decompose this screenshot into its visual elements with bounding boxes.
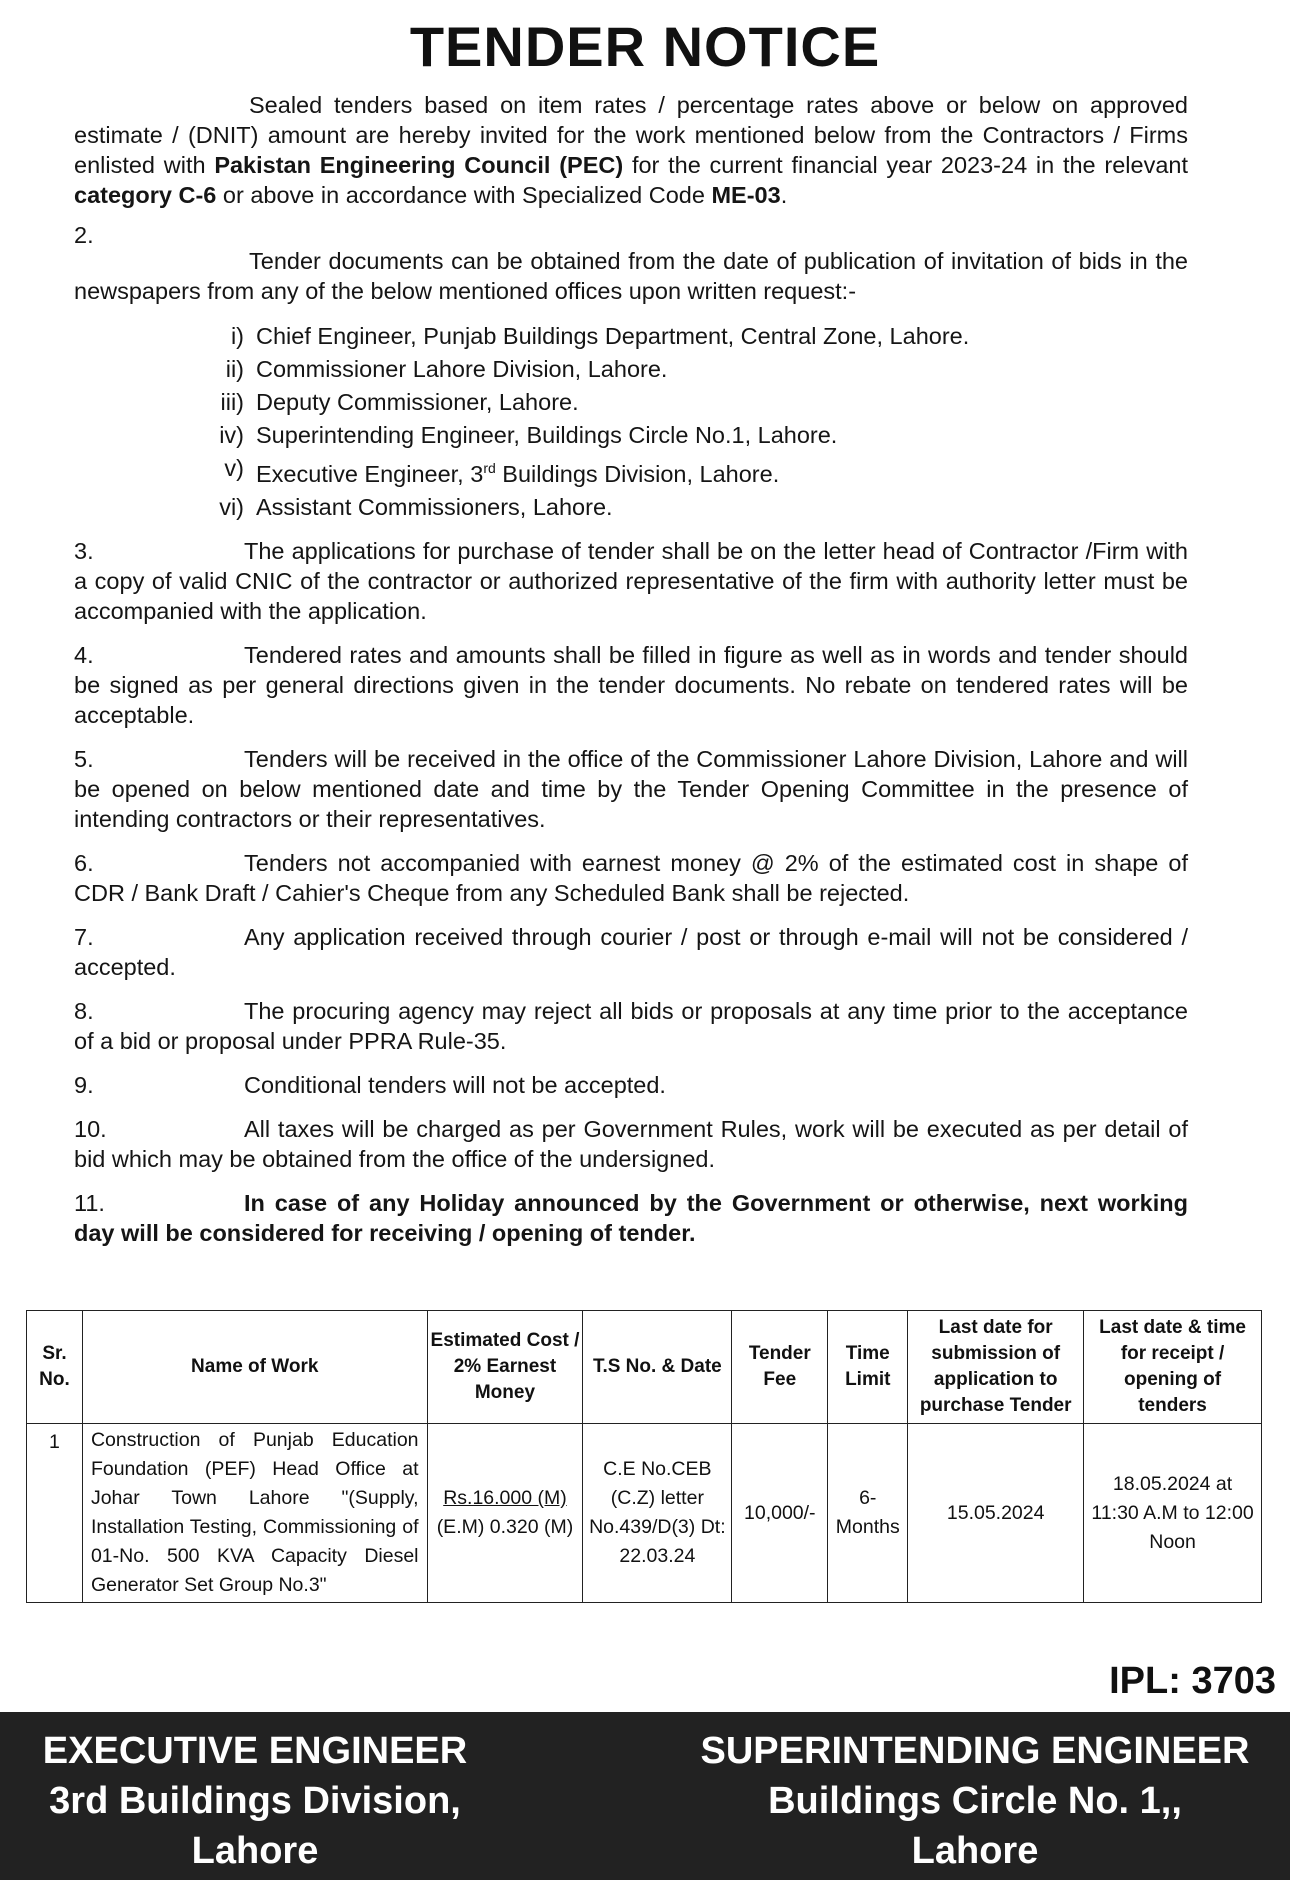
para2-text: Tender documents can be obtained from the date of publication of invitation of bids in the newspapers from any of the below mentioned offices upon written request:- [74, 248, 1188, 304]
para-number: 10. [74, 1115, 107, 1142]
para-number: 3. [74, 537, 94, 564]
header-estimated-cost: Estimated Cost / 2% Earnest Money [427, 1311, 583, 1424]
paragraph-1 [74, 90, 1188, 210]
header-time-limit: Time Limit [828, 1311, 908, 1424]
signatory-title: SUPERINTENDING ENGINEER [700, 1730, 1250, 1772]
para-text: Conditional tenders will not be accepted. [244, 1071, 666, 1098]
para1-pec: Pakistan Engineering Council (PEC) [214, 152, 624, 178]
para1-code: ME-03 [711, 182, 781, 208]
office-number: vi) [219, 493, 244, 520]
signature-footer [0, 1712, 1290, 1880]
signatory-office: Buildings Circle No. 1,, [768, 1780, 1182, 1822]
cell-estimated-cost [427, 1424, 583, 1603]
para-text: The applications for purchase of tender shall be on the letter head of Contractor /Firm with a copy of valid CNIC of the contractor or authorized representative of the firm with authority letter must be accompanied with the application. [74, 537, 1188, 624]
cell-opening-date: 18.05.2024 at 11:30 A.M to 12:00 Noon [1084, 1424, 1262, 1603]
para-number: 8. [74, 997, 94, 1024]
cell-name-of-work: Construction of Punjab Education Foundation (PEF) Head Office at Johar Town Lahore "(Supply, Installation Testing, Commissioning of 01-No. 500 KVA Capacity Diesel Generator Set Group No.3" [82, 1424, 427, 1603]
para-number: 4. [74, 641, 94, 668]
notice-body [74, 90, 1188, 1262]
office-text: Commissioner Lahore Division, Lahore. [256, 356, 668, 382]
list-item [196, 353, 1188, 386]
cell-sr: 1 [27, 1424, 83, 1603]
office-sup: rd [483, 460, 496, 476]
paragraph-9 [74, 1070, 1188, 1100]
para-text: Tenders not accompanied with earnest money @ 2% of the estimated cost in shape of CDR / Bank Draft / Cahier's Cheque from any Scheduled Bank shall be rejected. [74, 849, 1188, 906]
office-text: Superintending Engineer, Buildings Circle No.1, Lahore. [256, 422, 838, 448]
table-header-row [27, 1311, 1262, 1424]
office-number: v) [224, 455, 244, 481]
para-text: Tendered rates and amounts shall be filled in figure as well as in words and tender should be signed as per general directions given in the tender documents. No rebate on tendered rates will be acceptable. [74, 641, 1188, 728]
office-text: Assistant Commissioners, Lahore. [256, 493, 613, 520]
superintending-engineer-signature [670, 1712, 1290, 1880]
table-row [27, 1424, 1262, 1603]
office-number: i) [230, 323, 244, 349]
para2-number: 2. [74, 222, 94, 248]
paragraph-4 [74, 640, 1188, 730]
paragraph-10 [74, 1114, 1188, 1174]
header-sr: Sr. No. [27, 1311, 83, 1424]
para-number: 6. [74, 849, 94, 876]
para-number: 11. [74, 1189, 105, 1216]
para-number: 9. [74, 1071, 94, 1098]
ipl-number: IPL: 3703 [1109, 1660, 1276, 1702]
paragraph-11 [74, 1188, 1188, 1248]
cost-value: Rs.16.000 (M) [443, 1487, 567, 1509]
cell-last-date-purchase: 15.05.2024 [908, 1424, 1084, 1603]
header-opening-date: Last date & time for receipt / opening of tenders [1084, 1311, 1262, 1424]
para-text: All taxes will be charged as per Government Rules, work will be executed as per detail of bid which may be obtained from the office of the undersigned. [74, 1115, 1188, 1172]
office-number: iii) [220, 389, 244, 415]
office-list [196, 320, 1188, 524]
signatory-title: EXECUTIVE ENGINEER [42, 1730, 468, 1772]
list-item [196, 419, 1188, 452]
para1-text-a: Sealed tenders based on item rates / percentage rates above or below on approved estimate / (DNIT) amount are hereby invited for the work mentioned below from the Contractors / Firms enlisted with [74, 92, 1188, 178]
paragraph-2 [74, 224, 1188, 306]
signatory-city: Lahore [191, 1830, 319, 1872]
header-ts-no: T.S No. & Date [583, 1311, 732, 1424]
office-number: ii) [225, 356, 244, 382]
header-last-date-purchase: Last date for submission of application to purchase Tender [908, 1311, 1084, 1424]
paragraph-5 [74, 744, 1188, 834]
paragraph-3 [74, 536, 1188, 626]
header-name-of-work: Name of Work [82, 1311, 427, 1424]
list-item [196, 320, 1188, 353]
office-text-a: Executive Engineer, 3 [256, 460, 484, 487]
para-text: Any application received through courier / post or through e-mail will not be considered / accepted. [74, 923, 1188, 980]
paragraph-7 [74, 922, 1188, 982]
list-item [196, 452, 1188, 491]
para-text: The procuring agency may reject all bids or proposals at any time prior to the acceptance of a bid or proposal under PPRA Rule-35. [74, 997, 1188, 1054]
cell-ts-no: C.E No.CEB (C.Z) letter No.439/D(3) Dt: 22.03.24 [583, 1424, 732, 1603]
office-text [256, 452, 779, 491]
office-text: Chief Engineer, Punjab Buildings Department, Central Zone, Lahore. [256, 323, 970, 349]
paragraph-8 [74, 996, 1188, 1056]
para1-category: category C-6 [74, 182, 217, 208]
executive-engineer-signature [0, 1712, 510, 1880]
office-text: Deputy Commissioner, Lahore. [256, 389, 579, 415]
para-text: Tenders will be received in the office of the Commissioner Lahore Division, Lahore and will be opened on below mentioned date and time by the Tender Opening Committee in the presence of intending contractors or their representatives. [74, 745, 1188, 832]
cell-time-limit: 6-Months [828, 1424, 908, 1603]
office-number: iv) [219, 422, 244, 448]
cell-tender-fee: 10,000/- [732, 1424, 828, 1603]
para1-text-d: . [780, 182, 788, 208]
para-text: In case of any Holiday announced by the Government or otherwise, next working day will be considered for receiving / opening of tender. [74, 1189, 1188, 1246]
para-number: 7. [74, 923, 94, 950]
page-title: TENDER NOTICE [409, 15, 881, 78]
works-table [26, 1310, 1262, 1603]
paragraph-6 [74, 848, 1188, 908]
office-text-b: Buildings Division, Lahore. [495, 460, 780, 487]
para1-text-c: or above in accordance with Specialized Code [216, 182, 712, 208]
signatory-office: 3rd Buildings Division, [49, 1780, 461, 1822]
para1-text-b: for the current financial year 2023-24 in the relevant [623, 152, 1188, 178]
list-item [196, 386, 1188, 419]
earnest-money-value: (E.M) 0.320 (M) [436, 1516, 574, 1538]
list-item [196, 491, 1188, 524]
header-tender-fee: Tender Fee [732, 1311, 828, 1424]
para-number: 5. [74, 745, 94, 772]
signatory-city: Lahore [911, 1830, 1039, 1872]
